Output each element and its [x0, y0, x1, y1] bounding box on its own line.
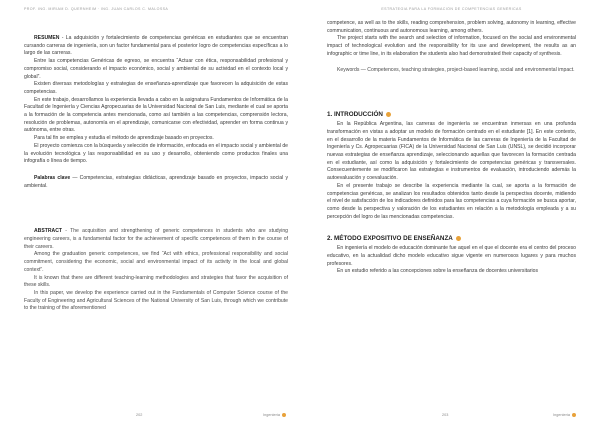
- section-1-title: [327, 111, 576, 118]
- right-footer-brand-text: Ingeniería: [553, 413, 570, 417]
- section-1-p1: En la República Argentina, las carreras de ingeniería se encuentran inmersas en una profunda transformación en vistas a adoptar un modelo de formación centrado en el estudiante [1]. En este contexto, en el desarrollo de la materia Fundamentos de Informática de las carreras de Ingeniería de la Facultad de Ingeniería y Cs. Agropecuarias (FICA) de la Universidad Nacional de San Luis (UNSL), se decidió incorporar nuevas estrategias de enseñanza aprendizaje, seleccionando aquellas que favorecen la formación centrada en el estudiante, así como la adquisición y fortalecimiento de competencias genéricas y transversales. Consecuentemente se modificaron las estrategias e instrumentos de evaluación, introduciendo además la autoevaluación y coevaluación.: [327, 121, 576, 182]
- keywords-en: [327, 67, 576, 75]
- left-running-head: PROF. ING. MIRIAM D. QUERNHEIM · ING. JUAN CARLOS C. MALOSSA: [24, 7, 169, 11]
- abstract-en-p1-text: - The acquisition and strengthening of generic competences in students who are studying engineering careers, is a fundamental factor for the achievement of specific competences of them in the course of their careers.: [24, 228, 288, 250]
- abstract-es-p1: [24, 35, 288, 58]
- section-1-p2: En el presente trabajo se describe la experiencia mediante la cual, se aporta a la formación de competencias genéricas, se analizan los resultados obtenidos tanto desde la perspectiva docente, midiendo el nivel de satisfacción de los indicadores definidos para las competencias a cuya formación se busca aportar, como desde la perspectiva y valoración de los estudiantes en relación a la metodología empleada y a su percepción del logro de las mencionadas competencias.: [327, 182, 576, 220]
- section-1-title-text: 1. INTRODUCCIÓN: [327, 111, 383, 119]
- keywords-es-text: — Competencias, estrategias didácticas, aprendizaje basado en proyectos, impacto social y ambiental.: [24, 174, 288, 189]
- abstract-en-cont-p1: competence, as well as to the skills, reading comprehension, problem solving, autonomy in learning, effective communication, continuous and autonomous learning, among others.: [327, 20, 576, 34]
- keywords-en-label: Keywords: [337, 66, 360, 73]
- abstract-es-p4: En este trabajo, desarrollamos la experiencia llevada a cabo en la asignatura Fundamentos de Informática de la Facultad de Ingeniería y Ciencias Agropecuarias de la Universidad Nacional de San Luis, mediante el cual se aporta a la formación de la competencia antes mencionada, como así también a las competencias, comprensión lectora, resolución de problemas, autonomía en el aprendizaje, comunicarse con efectividad, aprender en forma continua y autónoma, entre otras.: [24, 96, 288, 134]
- keywords-es: [24, 175, 288, 190]
- left-page-number: 202: [136, 413, 143, 417]
- abstract-en: [24, 228, 288, 313]
- left-footer-brand-text: Ingeniería: [263, 413, 280, 417]
- abstract-es: [24, 35, 288, 166]
- keywords-es-label: Palabras clave: [34, 174, 71, 181]
- abstract-es-p2: Entre las competencias Genéricas de egreso, se encuentra “Actuar con ética, responsabilidad profesional y compromiso social, considerando el impacto económico, social y ambiental de su actividad en el contexto local y global”.: [24, 58, 288, 80]
- abstract-en-p2: Among the graduation generic competences, we find “Act with ethics, professional responsibility and social commitment, considering the economic, social and environmental impact of its activity in the local and global context”.: [24, 251, 288, 273]
- left-footer-brand: [263, 413, 286, 417]
- section-marker-icon: [386, 112, 391, 117]
- abstract-es-p5: Para tal fin se emplea y estudia el método de aprendizaje basado en proyectos.: [34, 135, 214, 142]
- abstract-en-continued: [327, 20, 576, 59]
- right-page-number: 203: [442, 413, 449, 417]
- abstract-en-p1: [24, 228, 288, 251]
- right-running-head: ESTRATEGIA PARA LA FORMACIÓN DE COMPETENCIAS GENÉRICAS: [381, 7, 522, 11]
- abstract-es-p1-text: - La adquisición y fortalecimiento de competencias genéricas en estudiantes que se encuentran cursando carreras de ingeniería, son un factor fundamental para el posterior logro de competencias específicas a lo largo de las carreras.: [24, 35, 288, 57]
- section-2-title: [327, 235, 576, 242]
- section-2-p2: En un estudio referido a las concepciones sobre la enseñanza de docentes universitarios: [337, 268, 539, 275]
- abstract-es-label: RESUMEN: [34, 35, 60, 41]
- abstract-en-label: ABSTRACT: [34, 228, 63, 235]
- abstract-en-p4: In this paper, we develop the experience carried out in the Fundamentals of Computer Science course of the Faculty of Engineering and Agricultural Sciences of the National University of San Luis, through which we contribute to the training of the aforementioned: [24, 289, 288, 312]
- brand-logo-icon: [572, 413, 576, 417]
- abstract-es-p3: Existen diversas metodologías y estrategias de enseñanza-aprendizaje que favorecen la adquisición de estas competencias.: [24, 81, 288, 95]
- section-2-body: [327, 245, 576, 276]
- section-1-body: [327, 121, 576, 221]
- brand-logo-icon: [282, 413, 286, 417]
- right-footer-brand: [553, 413, 576, 417]
- abstract-en-cont-p2: The project starts with the search and selection of information, focused on the social and environmental impact of technological evolution and the responsibility for its use and development, the results as an infographic or time line, in its elaboration the students also had demonstrated their capacity of synthesis.: [327, 35, 576, 57]
- section-2-title-text: 2. MÉTODO EXPOSITIVO DE ENSEÑANZA: [327, 235, 453, 243]
- right-page: [300, 0, 600, 424]
- keywords-en-text: — Competences, teaching strategies, project-based learning, social and environmental impact.: [359, 66, 575, 73]
- abstract-es-p6: El proyecto comienza con la búsqueda y selección de información, enfocada en el impacto social y ambiental de la evolución tecnológica y las responsabilidad en su uso y desarrollo, obteniendo como productos finales una infografía o línea de tiempo.: [24, 142, 288, 165]
- section-marker-icon: [456, 236, 461, 241]
- abstract-en-p3: It is known that there are different teaching-learning methodologies and strategies that favor the acquisition of these skills.: [24, 274, 288, 289]
- section-2-p1: En ingeniería el modelo de educación dominante fue aquel en el que el docente era el centro del proceso educativo, en la actualidad dicho modelo educativo sigue vigente en numerosos lugares y para muchos profesores.: [327, 245, 576, 267]
